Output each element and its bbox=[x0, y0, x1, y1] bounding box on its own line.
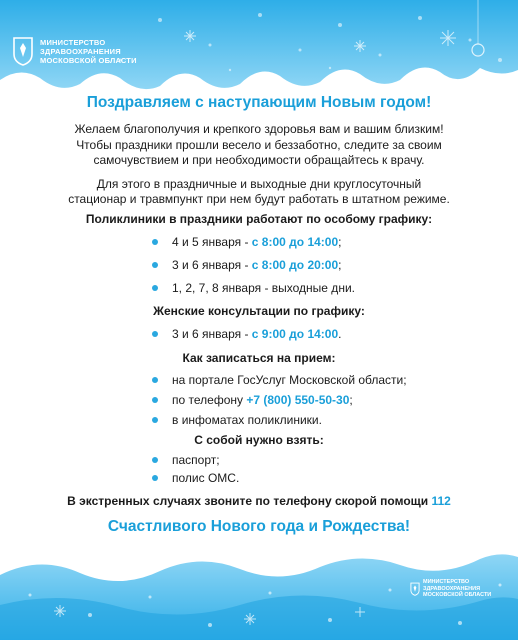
list-item: в инфоматах поликлиники. bbox=[148, 412, 518, 428]
list-item: 3 и 6 января - с 8:00 до 20:00; bbox=[148, 257, 518, 273]
list-item: 1, 2, 7, 8 января - выходные дни. bbox=[148, 280, 518, 296]
list-item: по телефону +7 (800) 550-50-30; bbox=[148, 392, 518, 408]
coat-of-arms-icon bbox=[12, 36, 34, 66]
appointment-title: Как записаться на прием: bbox=[182, 350, 336, 365]
logo-line-1: МИНИСТЕРСТВО bbox=[40, 37, 106, 47]
hospital-line-1: Для этого в праздничные и выходные дни круглосуточный bbox=[96, 176, 422, 191]
appointment-list bbox=[148, 372, 518, 428]
logo-small-line-1: МИНИСТЕРСТВО bbox=[423, 579, 470, 585]
ministry-logo-small bbox=[410, 579, 491, 599]
logo-small-line-2: ЗДРАВООХРАНЕНИЯ bbox=[423, 585, 481, 592]
intro-line-2: Чтобы праздники прошли весело и беззаботно, следите за своим bbox=[76, 137, 442, 152]
list-item: паспорт; bbox=[148, 452, 518, 468]
list-item: 3 и 6 января - с 9:00 до 14:00. bbox=[148, 326, 518, 342]
womens-schedule-list bbox=[148, 326, 518, 342]
greeting-content bbox=[0, 93, 518, 536]
womens-consult-title: Женские консультации по графику: bbox=[153, 303, 365, 318]
coat-of-arms-icon bbox=[410, 582, 420, 596]
bring-title: С собой нужно взять: bbox=[194, 432, 324, 447]
logo-line-2: ЗДРАВООХРАНЕНИЯ bbox=[40, 46, 121, 56]
intro-paragraph bbox=[0, 122, 518, 169]
ministry-logo bbox=[12, 36, 137, 66]
bring-list bbox=[148, 452, 518, 486]
clinics-schedule-list bbox=[148, 234, 518, 296]
logo-small-line-3: МОСКОВСКОЙ ОБЛАСТИ bbox=[423, 592, 492, 598]
logo-line-3: МОСКОВСКОЙ ОБЛАСТИ bbox=[40, 55, 137, 65]
closing-greeting: Счастливого Нового года и Рождества! bbox=[107, 517, 411, 535]
list-item: полис ОМС. bbox=[148, 470, 518, 486]
phone-link[interactable]: +7 (800) 550-50-30 bbox=[246, 392, 350, 407]
emergency-number[interactable]: 112 bbox=[431, 493, 451, 508]
intro-line-1: Желаем благополучия и крепкого здоровья вам и вашим близким! bbox=[74, 122, 444, 136]
list-item: на портале ГосУслуг Московской области; bbox=[148, 372, 518, 388]
list-item: 4 и 5 января - с 8:00 до 14:00; bbox=[148, 234, 518, 250]
intro-line-3: самочувствием и при необходимости обращайтесь к врачу. bbox=[93, 153, 425, 167]
emergency-note: В экстренных случаях звоните по телефону скорой помощи 112 bbox=[67, 493, 451, 508]
page-title: Поздравляем с наступающим Новым годом! bbox=[86, 94, 432, 111]
clinics-title: Поликлиники в праздники работают по особому графику: bbox=[85, 211, 433, 226]
hospital-paragraph bbox=[0, 177, 518, 208]
hospital-line-2: стационар и травмпункт при нем будут работать в штатном режиме. bbox=[68, 192, 450, 206]
